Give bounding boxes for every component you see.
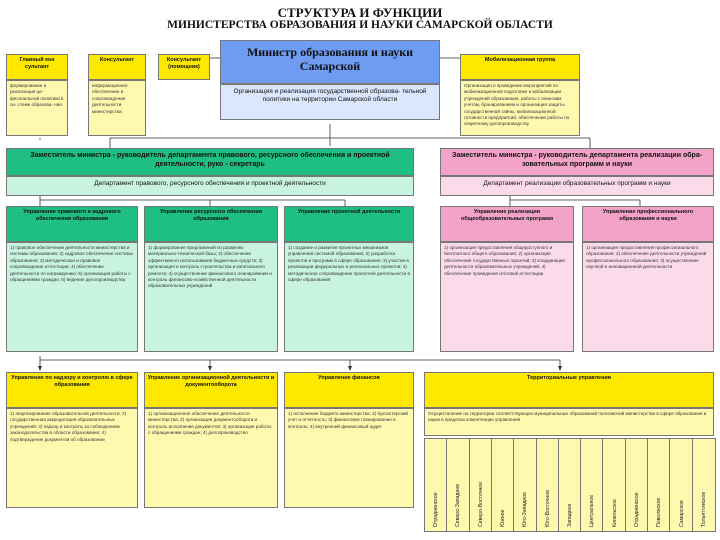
territorial-column-label: Западное [566, 503, 573, 527]
supervision-dept-box: Управление по надзору и контролю в сфере образования [6, 372, 138, 408]
territorial-depts-box: Территориальные управления [424, 372, 714, 408]
mobilization-group-text: Организация и проведение мероприятий по мобилизационной подготовке и мобилизации учреждений образования, работы с воинским учетом, бронированием и организация защиты государственной тайны, мобилизационной готовности предприятий, обеспечение работы по секретному делопроизводству [460, 80, 580, 136]
territorial-column [491, 438, 515, 532]
organization-dept-box: Управление организационной деятельности и документооборота [144, 372, 278, 408]
territorial-column [580, 438, 604, 532]
finance-dept-text: 1) исполнение бюджета министерства; 2) бухгалтерский учет и отчетность; 3) финансовое планирование и контроль; 4) внутренний финансовый аудит [284, 408, 414, 508]
territorial-column [446, 438, 470, 532]
department-left-box: Департамент правового, ресурсного обеспечения и проектной деятельности [6, 176, 414, 196]
professional-education-dept-box: Управление профессионального образования и науки [582, 206, 714, 242]
minister-box: Министр образования и науки Самарской [220, 40, 440, 84]
legal-hr-dept-box: Управление правового и кадрового обеспечения образования [6, 206, 138, 242]
page-title [140, 6, 580, 32]
assistant-box: Консультант (помощник) [158, 54, 210, 80]
project-dept-box: Управление проектной деятельности [284, 206, 414, 242]
territorial-column-label: Поволжское [656, 497, 663, 527]
territorial-column-label: Южное [500, 509, 507, 527]
territorial-column [558, 438, 582, 532]
territorial-depts-text: Осуществление на территории соответствующих муниципальных образований полномочий министерства в сфере образования и науки в пределах компетенции управления [424, 408, 714, 436]
consultant-text: информационно- обеспечение и сопровождение деятельности министерства [88, 80, 146, 136]
territorial-column-label: Северо-Восточное [477, 481, 484, 527]
territorial-column-label: Центральное [589, 494, 596, 527]
territorial-column [669, 438, 693, 532]
territorial-column [692, 438, 716, 532]
territorial-column-label: Самарское [678, 500, 685, 527]
project-dept-text: 1) создание и развитие проектных механизмов управления системой образования; 2) разработка проектов и программ в сфере образования; 3) участие в реализации федеральных и региональных проектов; 4) методическое сопровождение проектной деятельности в сфере образования [284, 242, 414, 352]
general-education-dept-text: 1) организация предоставления общедоступного и бесплатного общего образования; 2) организация обеспечения государственных гарантий; 3) координация деятельности образовательных учреждений; 4) обеспечение проведения итоговой аттестации [440, 242, 574, 352]
finance-dept-box: Управление финансов [284, 372, 414, 408]
chief-advisor-box: Главный кон сультант [6, 54, 68, 80]
territorial-column-label: Отрадненское [433, 492, 440, 527]
consultant-box: Консультант [88, 54, 146, 80]
department-right-box: Департамент реализации образовательных программ и науки [440, 176, 714, 196]
territorial-column [602, 438, 626, 532]
territorial-column-label: Кинельское [611, 499, 618, 527]
territorial-column-label: Северо-Западное [455, 483, 462, 527]
title-line-2: МИНИСТЕРСТВА ОБРАЗОВАНИЯ И НАУКИ САМАРСКОЙ ОБЛАСТИ [167, 19, 553, 31]
territorial-column [625, 438, 649, 532]
territorial-column-label: Тольяттинское [700, 491, 707, 527]
resource-dept-text: 1) формирование предложений по развитию материально-технической базы; 2) обеспечение эффективного использования бюджетных средств; 3) организация и контроль строительства и капитального ремонта; 4) осуществление финансового планирования и контроль финансово-хозяйственной деятельности образовательных учреждений [144, 242, 278, 352]
mobilization-group-box: Мобилизационная группа [460, 54, 580, 80]
chief-advisor-text: формирование и реализация це- фесональной политики в си- стеме образова- ния [6, 80, 68, 136]
deputy-left-box: Заместитель министра - руководитель департамента правового, ресурсного обеспечения и проектной деятельности, руко - секретарь [6, 148, 414, 176]
organization-dept-text: 1) организационное обеспечение деятельности министерства; 2) организация документооборота и контроль исполнения документов; 3) организация работы с обращениями граждан; 4) делопроизводство [144, 408, 278, 508]
territorial-column [647, 438, 671, 532]
minister-text: Организация и реализация государственной образова- тельной политики на территории Самарской области [220, 84, 440, 120]
territorial-column [513, 438, 537, 532]
title-line-1: СТРУКТУРА И ФУНКЦИИ [277, 5, 443, 20]
territorial-column [469, 438, 493, 532]
legal-hr-dept-text: 1) правовое обеспечение деятельности министерства и системы образования; 2) кадровое обеспечение системы образования; 3) методическое и правовое сопровождение аттестации; 4) обеспечение деятельности по награждению; 5) организация работы с обращениями граждан; 6) ведение делопроизводства [6, 242, 138, 352]
territorial-column-label: Отрадненское [633, 492, 640, 527]
general-education-dept-box: Управление реализации общеобразовательных программ [440, 206, 574, 242]
territorial-column-label: Юго-Западное [522, 491, 529, 527]
professional-education-dept-text: 1) организация предоставления профессионального образования; 2) обеспечение деятельности учреждений профессионального образования; 3) осуществление научной и инновационной деятельности [582, 242, 714, 352]
supervision-dept-text: 1) лицензирование образовательной деятельности; 2) государственная аккредитация образовательных учреждений; 3) надзор и контроль за соблюдением законодательства в области образования; 4) подтверждение документов об образовании [6, 408, 138, 508]
territorial-column-label: Юго-Восточное [544, 490, 551, 527]
deputy-right-box: Заместитель министра - руководитель департамента реализации обра- зовательных программ и науки [440, 148, 714, 176]
territorial-column [424, 438, 448, 532]
resource-dept-box: Управление ресурсного обеспечения образования [144, 206, 278, 242]
territorial-column [536, 438, 560, 532]
